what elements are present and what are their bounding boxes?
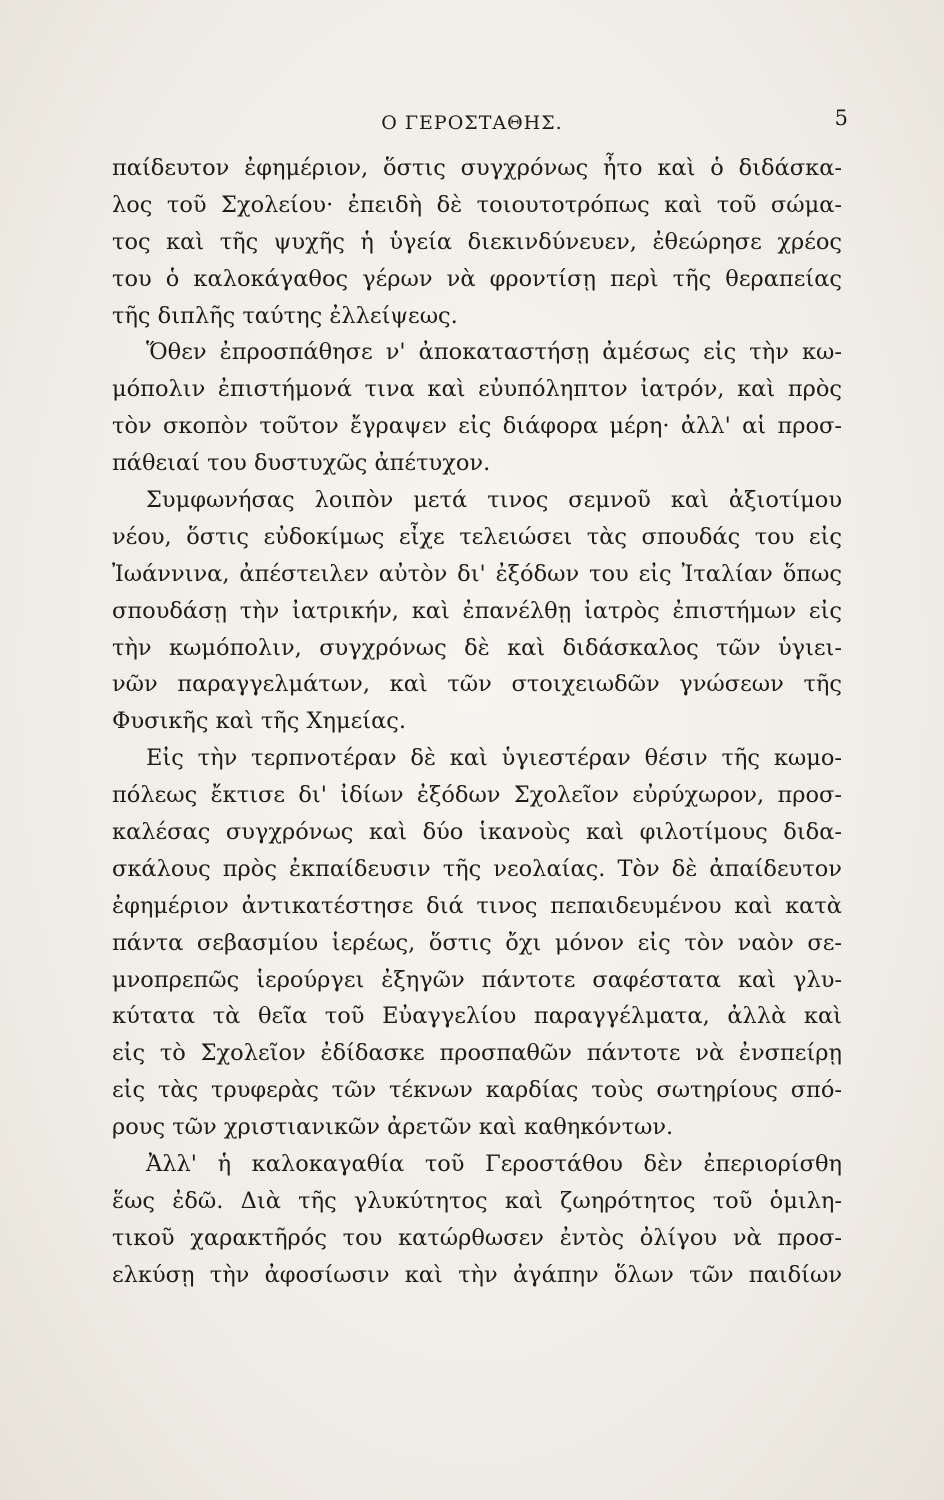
text-line: πόλεως ἔκτισε δι' ἰδίων ἐξόδων Σχολεῖον εὐρύχωρον, προσ- <box>112 782 842 809</box>
text-line: καλέσας συγχρόνως καὶ δύο ἱκανοὺς καὶ φιλοτίμους διδα- <box>112 819 842 846</box>
text-line: ἐφημέριον ἀντικατέστησε διά τινος πεπαιδευμένου καὶ κατὰ <box>112 892 842 919</box>
text-line: Ὅθεν ἐπροσπάθησε ν' ἀποκαταστήσῃ ἀμέσως εἰς τὴν κω- <box>146 339 842 366</box>
body-text <box>112 150 842 1294</box>
text-line: νῶν παραγγελμάτων, καὶ τῶν στοιχειωδῶν γνώσεων τῆς <box>112 671 842 698</box>
text-line: μόπολιν ἐπιστήμονά τινα καὶ εὐυπόληπτον ἰατρόν, καὶ πρὸς <box>112 376 842 403</box>
text-line: Ἀλλ' ἡ καλοκαγαθία τοῦ Γεροστάθου δὲν ἐπεριορίσθη <box>146 1151 842 1178</box>
text-line: ἕως ἐδῶ. Διὰ τῆς γλυκύτητος καὶ ζωηρότητος τοῦ ὁμιλη- <box>112 1187 842 1214</box>
text-line: κύτατα τὰ θεῖα τοῦ Εὐαγγελίου παραγγέλματα, ἀλλὰ καὶ <box>112 1003 842 1030</box>
text-line: σκάλους πρὸς ἐκπαίδευσιν τῆς νεολαίας. Τὸν δὲ ἀπαίδευτον <box>112 855 842 882</box>
text-line: του ὁ καλοκάγαθος γέρων νὰ φροντίσῃ περὶ τῆς θεραπείας <box>112 265 842 292</box>
text-line: ρους τῶν χριστιανικῶν ἀρετῶν καὶ καθηκόντων. <box>112 1114 674 1141</box>
text-line: νέου, ὅστις εὐδοκίμως εἶχε τελειώσει τὰς σπουδάς του εἰς <box>112 523 842 550</box>
text-line: λος τοῦ Σχολείου· ἐπειδὴ δὲ τοιουτοτρόπως καὶ τοῦ σώμα- <box>112 191 842 218</box>
running-head: Ο ΓΕΡΟΣΤΑΘΗΣ. <box>381 112 563 134</box>
text-line: μνοπρεπῶς ἱερούργει ἐξηγῶν πάντοτε σαφέστατα καὶ γλυ- <box>112 966 842 993</box>
text-line: τῆς διπλῆς ταύτης ἐλλείψεως. <box>112 302 458 329</box>
text-line: τὴν κωμόπολιν, συγχρόνως δὲ καὶ διδάσκαλος τῶν ὑγιει- <box>112 634 842 661</box>
text-line: Φυσικῆς καὶ τῆς Χημείας. <box>112 708 407 735</box>
text-line: ελκύσῃ τὴν ἀφοσίωσιν καὶ τὴν ἀγάπην ὅλων τῶν παιδίων <box>112 1261 842 1288</box>
text-line: εἰς τὰς τρυφερὰς τῶν τέκνων καρδίας τοὺς σωτηρίους σπό- <box>112 1077 842 1104</box>
text-line: Εἰς τὴν τερπνοτέραν δὲ καὶ ὑγιεστέραν θέσιν τῆς κωμο- <box>146 745 842 772</box>
text-line: τικοῦ χαρακτῆρός του κατώρθωσεν ἐντὸς ὀλίγου νὰ προσ- <box>112 1224 842 1251</box>
page-number: 5 <box>834 106 848 130</box>
text-line: Ἰωάννινα, ἀπέστειλεν αὐτὸν δι' ἐξόδων του εἰς Ἰταλίαν ὅπως <box>112 560 842 587</box>
text-line: εἰς τὸ Σχολεῖον ἐδίδασκε προσπαθῶν πάντοτε νὰ ἐνσπείρῃ <box>112 1040 842 1067</box>
text-line: παίδευτον ἐφημέριον, ὅστις συγχρόνως ἦτο καὶ ὁ διδάσκα- <box>112 155 842 181</box>
text-line: τὸν σκοπὸν τοῦτον ἔγραψεν εἰς διάφορα μέρη· ἀλλ' αἱ προσ- <box>112 413 842 440</box>
text-line: πάντα σεβασμίου ἱερέως, ὅστις ὄχι μόνον εἰς τὸν ναὸν σε- <box>112 929 842 956</box>
text-line: πάθειαί του δυστυχῶς ἀπέτυχον. <box>112 450 491 477</box>
text-line: σπουδάσῃ τὴν ἰατρικήν, καὶ ἐπανέλθῃ ἰατρὸς ἐπιστήμων εἰς <box>112 597 842 624</box>
text-line: Συμφωνήσας λοιπὸν μετά τινος σεμνοῦ καὶ ἀξιοτίμου <box>146 487 842 514</box>
text-line: τος καὶ τῆς ψυχῆς ἡ ὑγεία διεκινδύνευεν, ἐθεώρησε χρέος <box>112 228 842 255</box>
